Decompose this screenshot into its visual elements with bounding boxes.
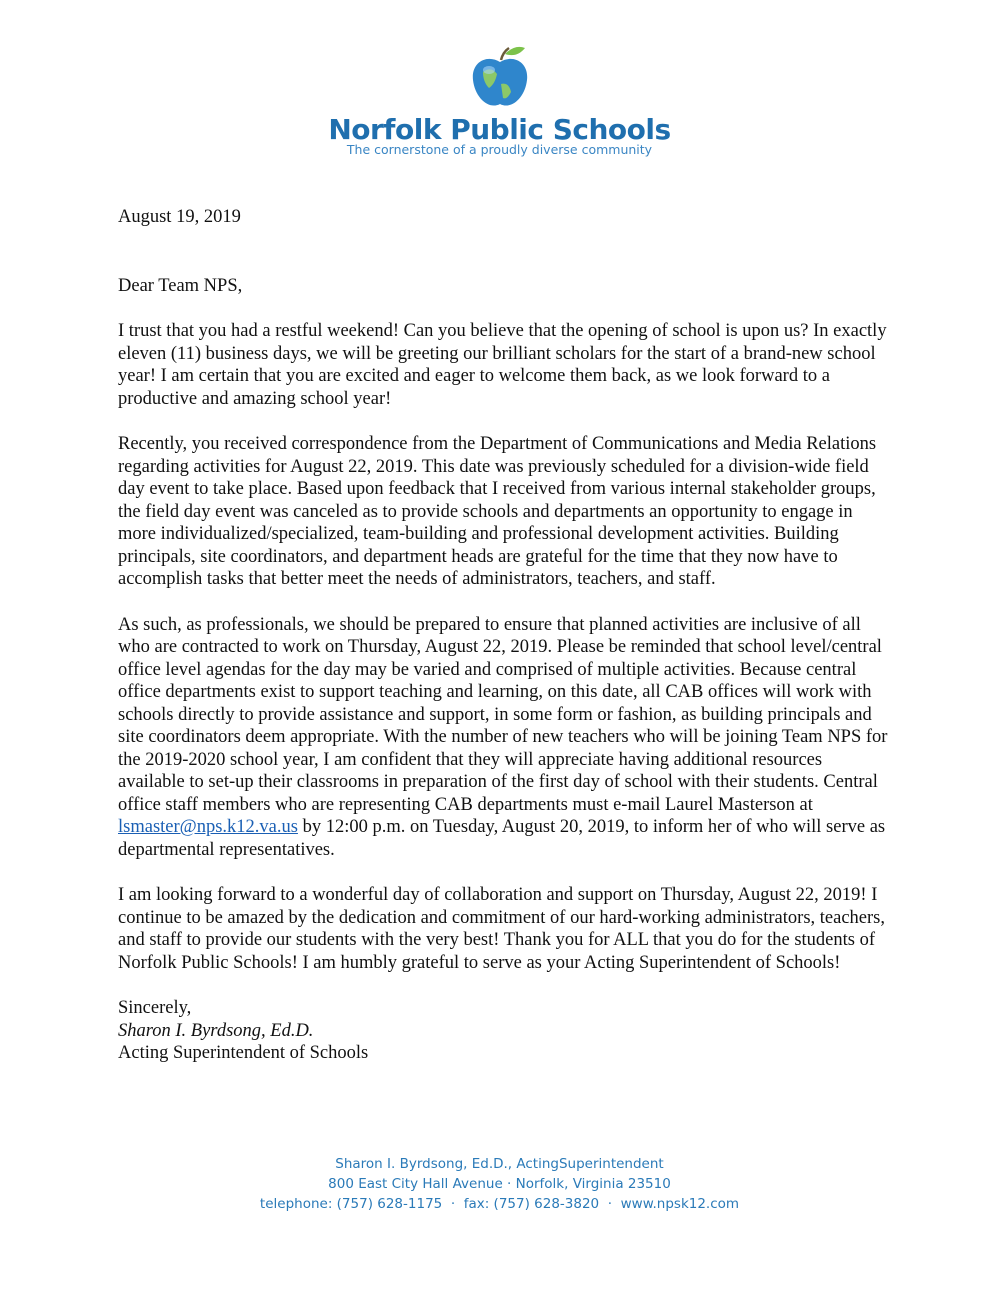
signer-title: Acting Superintendent of Schools bbox=[118, 1043, 369, 1063]
letter-body bbox=[118, 206, 888, 1065]
organization-name: Norfolk Public Schools bbox=[328, 113, 671, 146]
salutation: Dear Team NPS, bbox=[118, 275, 243, 296]
paragraph-1: I trust that you had a restful weekend! Can you believe that the opening of school is upon us? In exactly eleven (11) business days, we will be greeting our brilliant scholars for the start of a brand-new school year! I am certain that you are excited and eager to welcome them back, as we look forward to a productive and amazing school year! bbox=[118, 321, 887, 409]
paragraph-4: I am looking forward to a wonderful day of collaboration and support on Thursday, August 22, 2019! I continue to be amazed by the dedication and commitment of our hard-working administrators, teachers, and staff to provide our students with the very best! Thank you for ALL that you do for the students of Norfolk Public Schools! I am humbly grateful to serve as your Acting Superintendent of Schools! bbox=[118, 885, 885, 973]
apple-globe-icon bbox=[465, 44, 535, 110]
signature: Sharon I. Byrdsong, Ed.D. bbox=[118, 1020, 314, 1041]
paragraph-3-text: As such, as professionals, we should be prepared to ensure that planned activities are inclusive of all who are contracted to work on Thursday, August 22, 2019. Please be reminded that school level/central office level agendas for the day may be varied and comprised of multiple activities. Because central office departments exist to support teaching and learning, on this date, all CAB offices will work with schools directly to provide assistance and support, in some form or fashion, as building principals and site coordinators deem appropriate. With the number of new teachers who will be joining Team NPS for the 2019-2020 school year, I am confident that they will appreciate having additional resources available to set-up their classrooms in preparation of the first day of school with their students. Central office staff members who are representing CAB departments must e-mail Laurel Masterson at bbox=[118, 614, 888, 815]
paragraph-2: Recently, you received correspondence from the Department of Communications and Media Relations regarding activities for August 22, 2019. This date was previously scheduled for a division-wide field day event to take place. Based upon feedback that I received from various internal stakeholder groups, the field day event was canceled as to provide schools and departments an opportunity to engage in more individualized/specialized, team-building and professional development activities. Building principals, site coordinators, and department heads are grateful for the time that they now have to accomplish tasks that better meet the needs of administrators, teachers, and staff. bbox=[118, 434, 877, 589]
footer-line-2: 800 East City Hall Avenue · Norfolk, Virginia 23510 bbox=[328, 1176, 671, 1192]
letterhead bbox=[0, 44, 999, 157]
email-link[interactable]: lsmaster@nps.k12.va.us bbox=[118, 817, 298, 837]
footer-line-1: Sharon I. Byrdsong, Ed.D., ActingSuperintendent bbox=[335, 1156, 664, 1172]
closing: Sincerely, bbox=[118, 998, 192, 1018]
paragraph-3-tail: by 12:00 p.m. on Tuesday, August 20, 2019, to inform her of who will serve as departmental representatives. bbox=[118, 817, 886, 860]
organization-tagline: The cornerstone of a proudly diverse community bbox=[346, 142, 653, 157]
letter-footer bbox=[0, 1154, 999, 1214]
footer-line-3: telephone: (757) 628-1175 · fax: (757) 628-3820 · www.npsk12.com bbox=[259, 1196, 740, 1212]
letter-date: August 19, 2019 bbox=[118, 207, 241, 227]
paragraph-3 bbox=[118, 614, 888, 862]
